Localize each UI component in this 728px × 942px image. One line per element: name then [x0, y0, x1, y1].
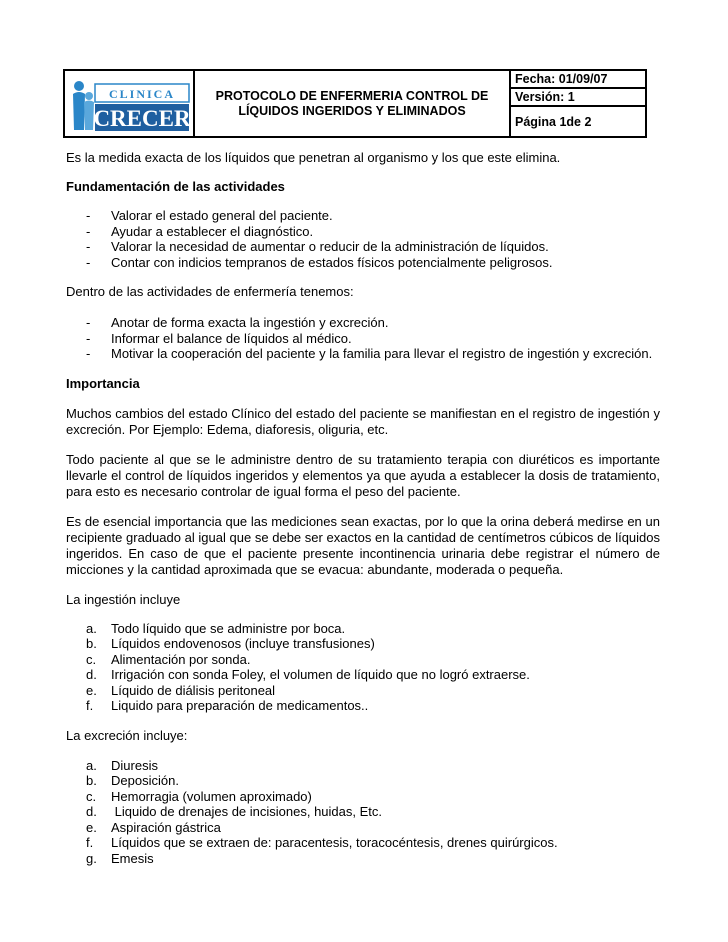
list-item: - Valorar la necesidad de aumentar o reducir de la administración de líquidos.	[86, 239, 549, 254]
fundamentacion-heading: Fundamentación de las actividades	[66, 179, 285, 194]
title-line-2: LÍQUIDOS INGERIDOS Y ELIMINADOS	[238, 103, 466, 118]
actividades-heading: Dentro de las actividades de enfermería tenemos:	[66, 284, 354, 299]
importancia-paragraph-1: Muchos cambios del estado Clínico del estado del paciente se manifiestan en el registro de ingestión y excreción. Por Ejemplo: Edema, diaforesis, oliguria, etc.	[66, 405, 660, 437]
list-item: - Anotar de forma exacta la ingestión y excreción.	[86, 315, 389, 330]
ingestion-list	[66, 621, 660, 714]
logo-top-text: CLINICA	[108, 87, 176, 101]
ingestion-heading: La ingestión incluye	[66, 591, 181, 607]
clinica-crecer-logo	[69, 74, 191, 134]
list-item: c. Hemorragia (volumen aproximado)	[86, 788, 312, 804]
list-item: - Contar con indicios tempranos de estados físicos potencialmente peligrosos.	[86, 254, 553, 270]
title-line-1: PROTOCOLO DE ENFERMERIA CONTROL DE	[215, 88, 489, 103]
protocol-title	[194, 70, 510, 137]
list-item: - Ayudar a establecer el diagnóstico.	[86, 223, 314, 239]
version-cell: Versión: 1	[510, 88, 646, 106]
fundamentacion-list	[66, 208, 660, 270]
list-item: c. Alimentación por sonda.	[86, 651, 251, 667]
excrecion-heading: La excreción incluye:	[66, 727, 188, 743]
fecha-cell: Fecha: 01/09/07	[510, 70, 646, 88]
list-item: f. Líquidos que se extraen de: paracentesis, toracocéntesis, drenes quirúrgicos.	[86, 835, 558, 850]
list-item: - Valorar el estado general del paciente.	[86, 208, 333, 223]
actividades-list	[66, 315, 660, 362]
document-header	[63, 69, 647, 138]
importancia-heading: Importancia	[66, 375, 140, 391]
importancia-paragraph-3: Es de esencial importancia que las mediciones sean exactas, por lo que la orina deberá medirse en un recipiente graduado al igual que se debe ser exactos en la cantidad de centímetros cúbicos de líquidos ingeridos. En caso de que el paciente presente incontinencia urinaria debe registrar el número de micciones y la cantidad aproximada que se evacua: abundante, moderada o pequeña.	[66, 513, 660, 577]
importancia-paragraph-2: Todo paciente al que se le administre dentro de su tratamiento terapia con diuréticos es importante llevarle el control de líquidos ingeridos y elementos ya que ayuda a establecer la dosis de tratamiento, para esto es necesario controlar de igual forma el peso del paciente.	[66, 451, 660, 499]
list-item: - Informar el balance de líquidos al médico.	[86, 330, 352, 346]
document-body	[66, 150, 660, 866]
logo-cell	[64, 70, 194, 137]
pagina-cell: Página 1de 2	[510, 106, 646, 137]
logo-bottom-text: CRECER	[93, 106, 191, 131]
list-item: f. Liquido para preparación de medicamentos..	[86, 698, 369, 713]
list-item: e. Aspiración gástrica	[86, 819, 221, 835]
list-item: b. Líquidos endovenosos (incluye transfusiones)	[86, 636, 375, 651]
list-item: b. Deposición.	[86, 773, 179, 788]
list-item: a. Todo líquido que se administre por boca.	[86, 620, 346, 636]
list-item: g. Emesis	[86, 850, 154, 866]
excrecion-list	[66, 758, 660, 867]
list-item: d. Liquido de drenajes de incisiones, huidas, Etc.	[86, 804, 383, 819]
list-item: e. Líquido de diálisis peritoneal	[86, 682, 276, 698]
list-item: - Motivar la cooperación del paciente y la familia para llevar el registro de ingestión y excreción.	[86, 346, 653, 361]
intro-paragraph: Es la medida exacta de los líquidos que penetran al organismo y los que este elimina.	[66, 150, 561, 165]
list-item: d. Irrigación con sonda Foley, el volumen de líquido que no logró extraerse.	[86, 667, 530, 682]
list-item: a. Diuresis	[86, 757, 158, 773]
